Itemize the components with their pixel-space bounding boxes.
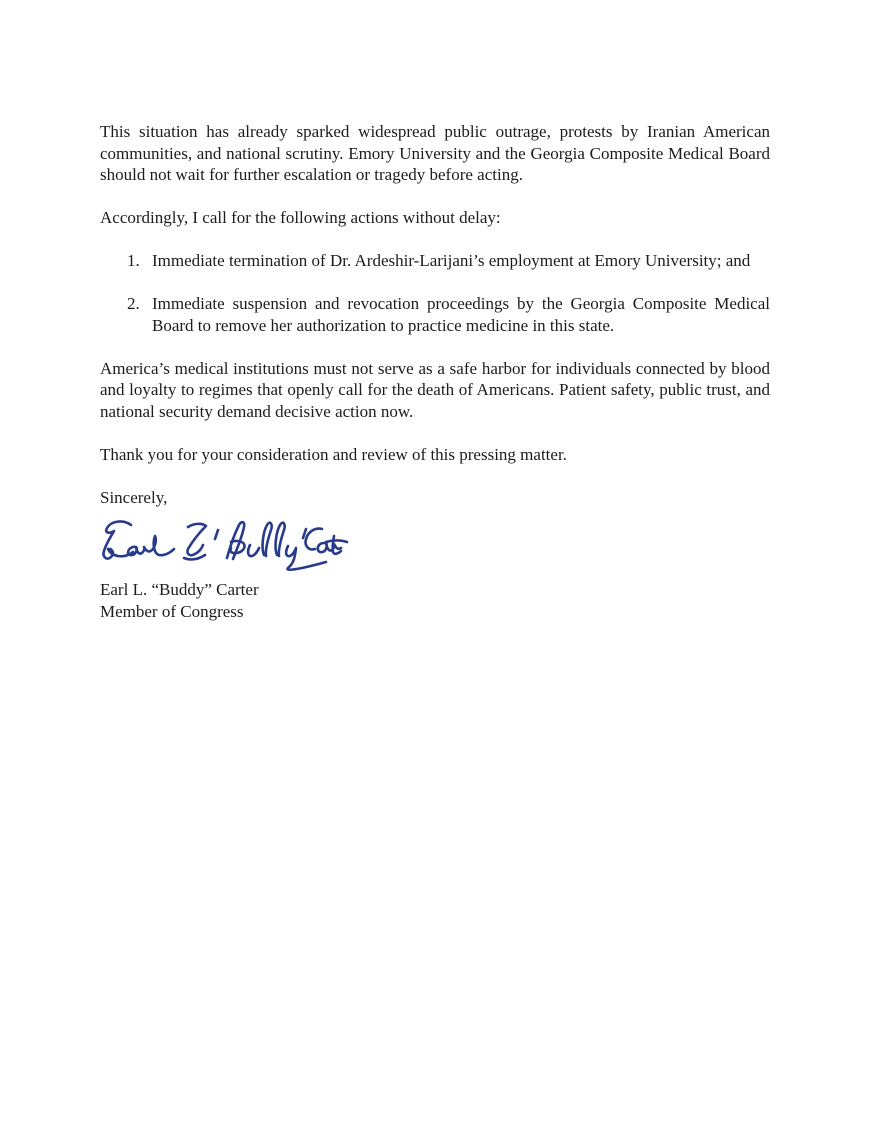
paragraph-safe-harbor: America’s medical institutions must not serve as a safe harbor for individuals connected by blood and loyalty to regimes that openly call for the death of Americans. Patient safety, public trust, and national security demand decisive action now.: [100, 358, 770, 421]
signer-title: Member of Congress: [100, 601, 244, 621]
list-item-2: [100, 293, 770, 336]
paragraph-public-outrage: This situation has already sparked widespread public outrage, protests by Iranian American communities, and national scrutiny. Emory University and the Georgia Composite Medical Board should not wait for further escalation or tragedy before acting.: [100, 122, 770, 184]
numbered-list: [100, 250, 770, 336]
valediction: Sincerely,: [100, 487, 168, 507]
letter-body: [100, 121, 770, 622]
list-item-2-text: Immediate suspension and revocation proceedings by the Georgia Composite Medical Board to remove her authorization to practice medicine in this state.: [152, 294, 770, 335]
list-item-2-number: 2.: [127, 294, 140, 313]
list-item-1: [100, 250, 770, 272]
paragraph-call-for-actions: Accordingly, I call for the following actions without delay:: [100, 208, 501, 227]
signature-image: [98, 518, 350, 574]
paragraph-thank-you: Thank you for your consideration and review of this pressing matter.: [100, 444, 567, 464]
signer-name: Earl L. “Buddy” Carter: [100, 580, 259, 599]
list-item-1-text: Immediate termination of Dr. Ardeshir-Larijani’s employment at Emory University; and: [152, 251, 751, 270]
list-item-1-number: 1.: [127, 251, 140, 270]
